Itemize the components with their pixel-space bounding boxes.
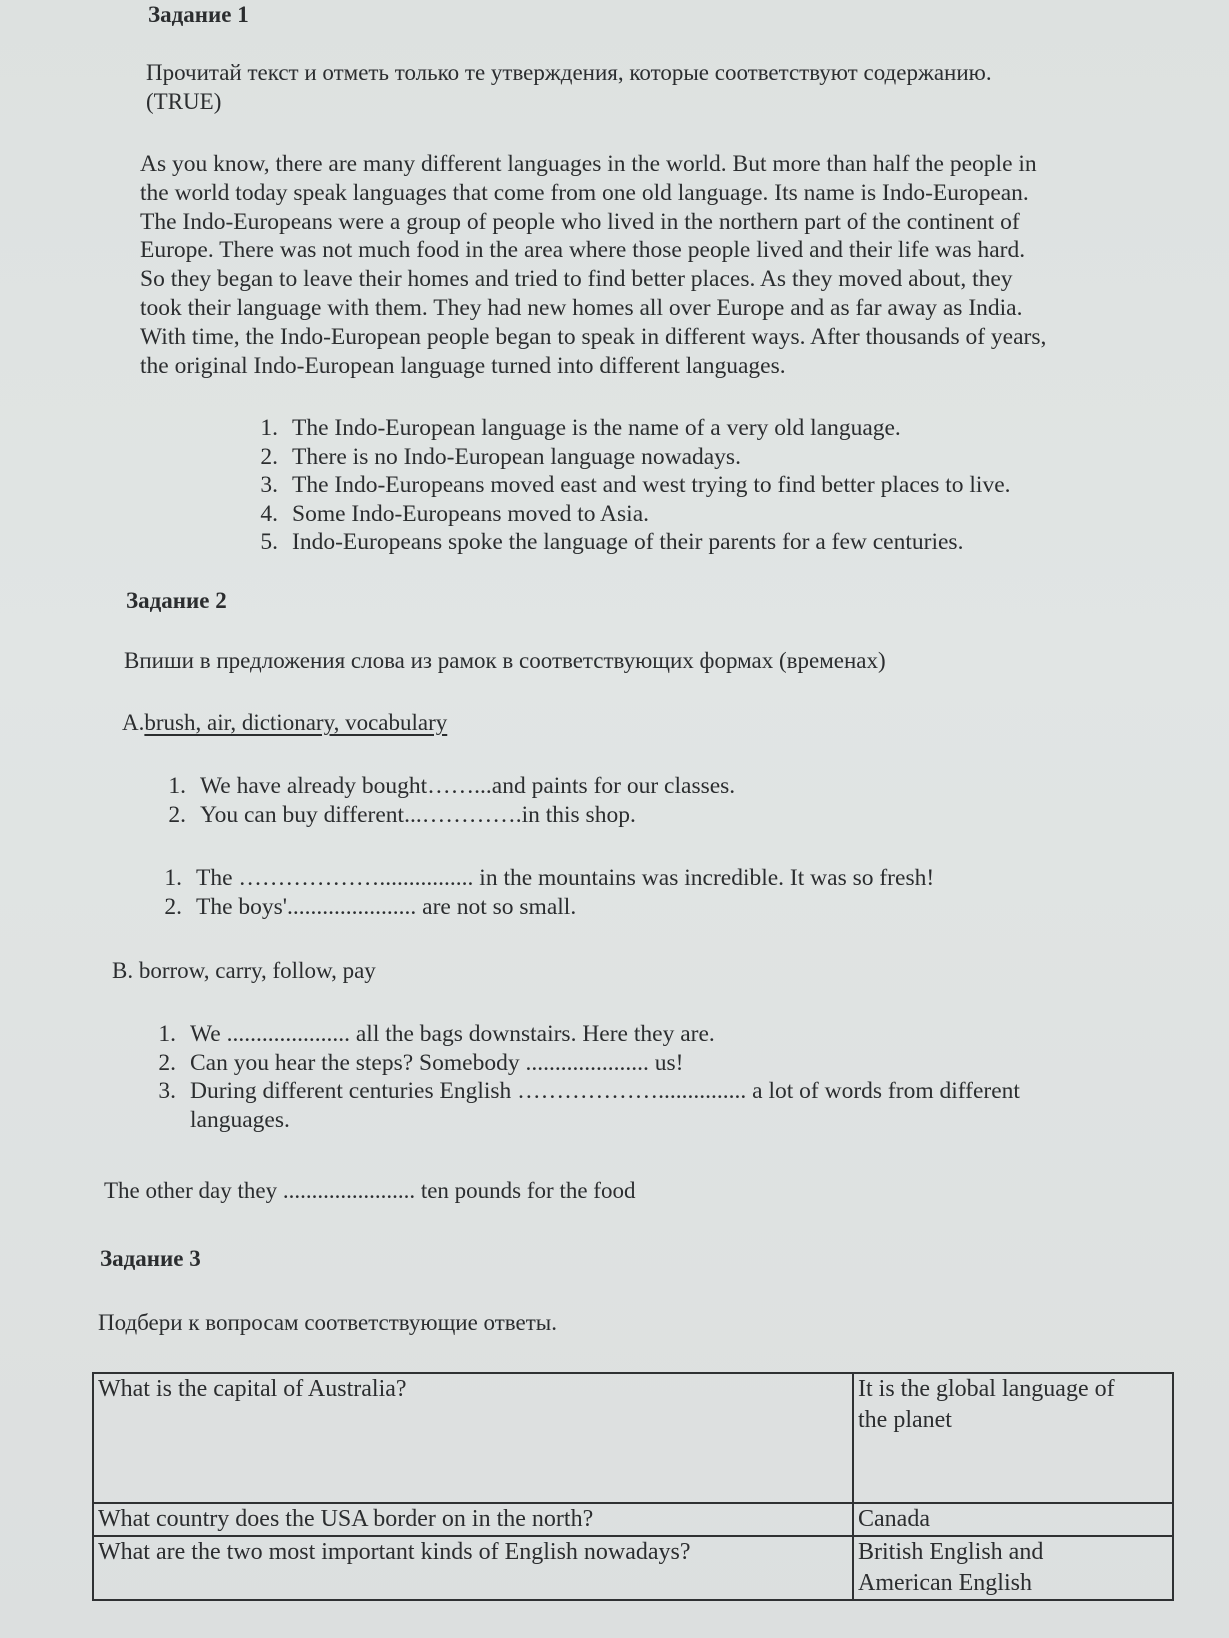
task2-part-b-label: B. borrow, carry, follow, pay <box>112 958 376 983</box>
answer-line: British English and <box>858 1539 1044 1565</box>
text-line: The Indo-Europeans were a group of people who lived in the northern part of the continent of <box>140 208 1020 235</box>
exercise-item <box>158 801 735 830</box>
item-text: We have already bought……...and paints for our classes. <box>200 773 736 799</box>
statement-number: 5. <box>260 529 278 555</box>
text-line: Europe. There was not much food in the area where those people lived and their life was hard. <box>140 237 1026 264</box>
text-line: took their language with them. They had new homes all over Europe and as far away as India. <box>140 294 1023 321</box>
question-cell: What country does the USA border on in the north? <box>93 1503 853 1536</box>
answer-line: Canada <box>858 1506 930 1532</box>
item-text: During different centuries English ………………............... a lot of words from different <box>190 1078 1020 1104</box>
text-line: As you know, there are many different languages in the world. But more than half the people in <box>140 151 1037 177</box>
answer-cell <box>853 1536 1173 1600</box>
answer-line: American English <box>858 1570 1032 1596</box>
text-line: So they began to leave their homes and tried to find better places. As they moved about, they <box>140 266 1013 293</box>
table-row <box>93 1536 1173 1600</box>
exercise-item <box>158 772 735 801</box>
part-a-prefix: A. <box>122 710 145 735</box>
question-cell: What are the two most important kinds of English nowadays? <box>93 1536 853 1600</box>
item-text: You can buy different...………….in this shop. <box>200 801 636 828</box>
item-text: The boys'...................... are not so small. <box>196 893 577 920</box>
part-a-word-box: brush, air, dictionary, vocabulary <box>144 710 448 735</box>
statement-number: 2. <box>260 443 278 470</box>
table-row <box>93 1503 1173 1536</box>
answer-line: the planet <box>858 1407 952 1433</box>
statement-number: 1. <box>260 415 278 441</box>
statement-item <box>248 471 1011 500</box>
statement-item <box>248 500 1011 529</box>
task1-instruction-line-1: Прочитай текст и отметь только те утверждения, которые соответствуют содержанию. <box>146 60 992 85</box>
exercise-item <box>148 1020 1020 1049</box>
statement-number: 4. <box>260 500 278 527</box>
answer-cell <box>853 1373 1173 1503</box>
task1-reading-text <box>140 150 1046 380</box>
text-line: the world today speak languages that come from one old language. Its name is Indo-European. <box>140 179 1029 206</box>
task1-instruction-line-2: (TRUE) <box>146 89 222 114</box>
item-number: 2. <box>158 1049 176 1076</box>
answer-cell <box>853 1503 1173 1536</box>
exercise-item-continuation <box>148 1106 1020 1135</box>
item-number: 2. <box>168 801 186 828</box>
statement-text: Some Indo-Europeans moved to Asia. <box>292 500 650 527</box>
answer-line: It is the global language of <box>858 1376 1115 1402</box>
item-number: 1. <box>168 773 186 799</box>
task2-part-a-items-2 <box>154 864 934 921</box>
task2-part-a-items-1 <box>158 772 735 829</box>
statement-item <box>248 528 1011 557</box>
task2-part-a-label <box>122 710 447 736</box>
exercise-item <box>148 1077 1020 1106</box>
text-line: With time, the Indo-European people began to speak in different ways. After thousands of years, <box>140 323 1047 350</box>
statement-number: 3. <box>260 472 278 498</box>
task1-statements <box>248 414 1011 557</box>
task2-part-b-items <box>148 1020 1020 1134</box>
item-text: The ………………................ in the mountains was incredible. It was so fresh! <box>196 865 935 891</box>
item-text: Can you hear the steps? Somebody ..................... us! <box>190 1049 684 1076</box>
task2-heading: Задание 2 <box>126 588 227 613</box>
statement-text: The Indo-Europeans moved east and west trying to find better places to live. <box>292 472 1011 498</box>
item-number: 1. <box>164 865 182 891</box>
exercise-item <box>154 893 934 922</box>
statement-text: Indo-Europeans spoke the language of their parents for a few centuries. <box>292 529 964 555</box>
statement-item <box>248 414 1011 443</box>
table-row <box>93 1373 1173 1503</box>
text-line: the original Indo-European language turned into different languages. <box>140 352 786 379</box>
item-number: 2. <box>164 893 182 920</box>
task2-instruction: Впиши в предложения слова из рамок в соответствующих формах (временах) <box>124 648 886 673</box>
qa-table <box>92 1372 1174 1601</box>
exercise-item <box>154 864 934 893</box>
statement-text: The Indo-European language is the name of a very old language. <box>292 415 901 441</box>
task3-heading: Задание 3 <box>100 1246 201 1271</box>
item-text: We ..................... all the bags downstairs. Here they are. <box>190 1021 715 1047</box>
question-cell: What is the capital of Australia? <box>93 1373 853 1503</box>
statement-item <box>248 443 1011 472</box>
task1-heading: Задание 1 <box>148 2 249 27</box>
item-text: languages. <box>190 1106 290 1133</box>
statement-text: There is no Indo-European language nowadays. <box>292 443 741 470</box>
item-number: 1. <box>158 1021 176 1047</box>
item-number: 3. <box>158 1078 176 1104</box>
task3-instruction: Подбери к вопросам соответствующие ответы. <box>98 1310 557 1335</box>
task2-extra-sentence: The other day they ....................... ten pounds for the food <box>104 1178 636 1203</box>
exercise-item <box>148 1049 1020 1078</box>
